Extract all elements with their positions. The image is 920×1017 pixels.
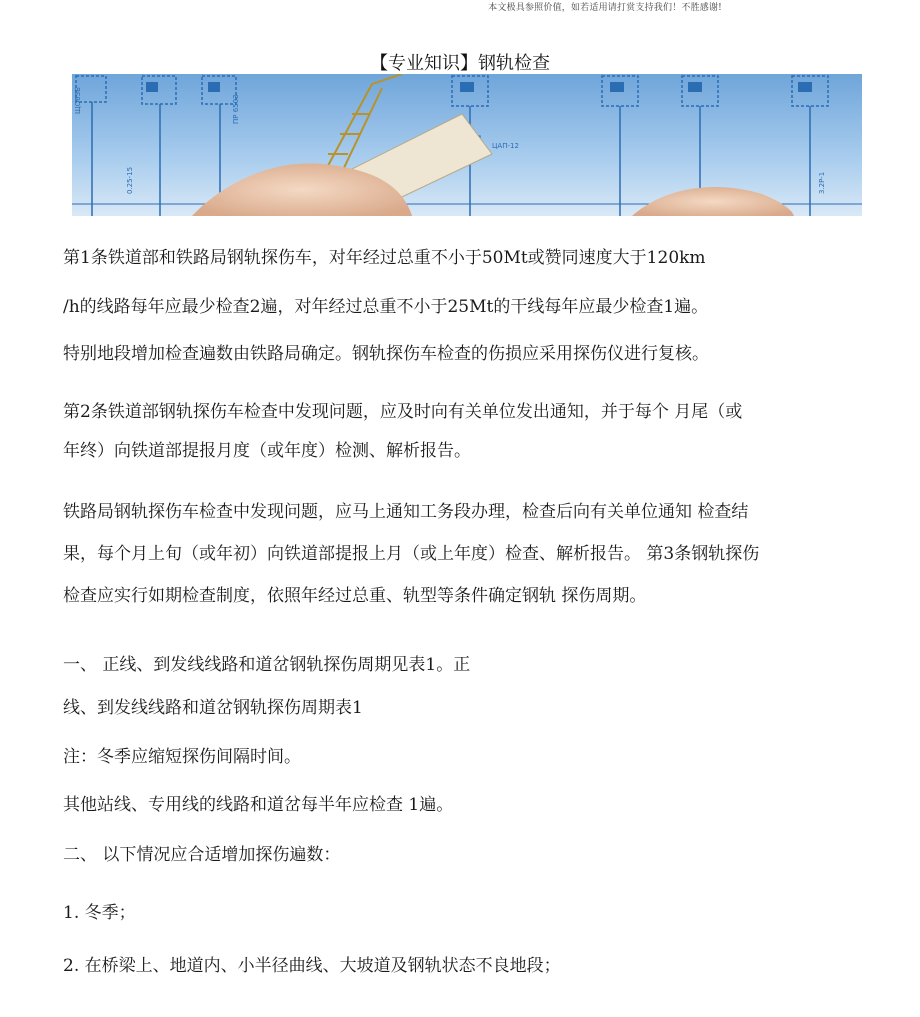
svg-text:ПР 6503: ПР 6503 xyxy=(232,94,240,124)
svg-text:3.2P-1: 3.2P-1 xyxy=(818,171,826,194)
svg-text:ЦАП-12: ЦАП-12 xyxy=(492,142,519,150)
svg-text:0.25-15: 0.25-15 xyxy=(126,166,134,194)
banner-image xyxy=(72,74,862,216)
svg-text:ЩО65Б: ЩО65Б xyxy=(74,87,82,114)
body-line-13: 二、 以下情况应合适增加探伤遍数： xyxy=(63,845,341,865)
body-line-2: /h的线路每年应最少检查2遍，对年经过总重不小于25Mt的干线每年应最少检查1遍。 xyxy=(63,297,709,317)
body-line-3: 特别地段增加检查遍数由铁路局确定。钢轨探伤车检查的伤损应采用探伤仪进行复核。 xyxy=(63,344,709,364)
body-line-7: 果，每个月上旬（或年初）向铁道部提报上月（或上年度）检查、解析报告。 第3条钢轨探伤 xyxy=(63,544,760,564)
body-line-12: 其他站线、专用线的线路和道岔每半年应检查 1遍。 xyxy=(63,795,454,815)
body-line-9: 一、 正线、到发线线路和道岔钢轨探伤周期见表1。正 xyxy=(63,655,471,675)
body-line-14: 1. 冬季； xyxy=(63,903,136,923)
body-line-11: 注：冬季应缩短探伤间隔时间。 xyxy=(63,747,301,767)
body-line-10: 线、到发线线路和道岔钢轨探伤周期表1 xyxy=(63,698,363,718)
body-line-15: 2. 在桥梁上、地道内、小半径曲线、大坡道及钢轨状态不良地段； xyxy=(63,956,561,976)
body-line-5: 年终）向铁道部提报月度（或年度）检测、解析报告。 xyxy=(63,441,471,461)
page-title: 【专业知识】钢轨检查 xyxy=(370,53,550,74)
body-line-4: 第2条铁道部钢轨探伤车检查中发现问题，应及时向有关单位发出通知，并于每个 月尾（或 xyxy=(63,402,743,422)
body-line-8: 检查应实行如期检查制度，依照年经过总重、轨型等条件确定钢轨 探伤周期。 xyxy=(63,586,647,606)
watermark-text: 本文极具参照价值，如若适用请打赏支持我们！不胜感谢! xyxy=(488,3,722,13)
body-line-1: 第1条铁道部和铁路局钢轨探伤车，对年经过总重不小于50Mt或赞同速度大于120km xyxy=(63,248,706,268)
body-line-6: 铁路局钢轨探伤车检查中发现问题，应马上通知工务段办理，检查后向有关单位通知 检查结 xyxy=(63,502,749,522)
